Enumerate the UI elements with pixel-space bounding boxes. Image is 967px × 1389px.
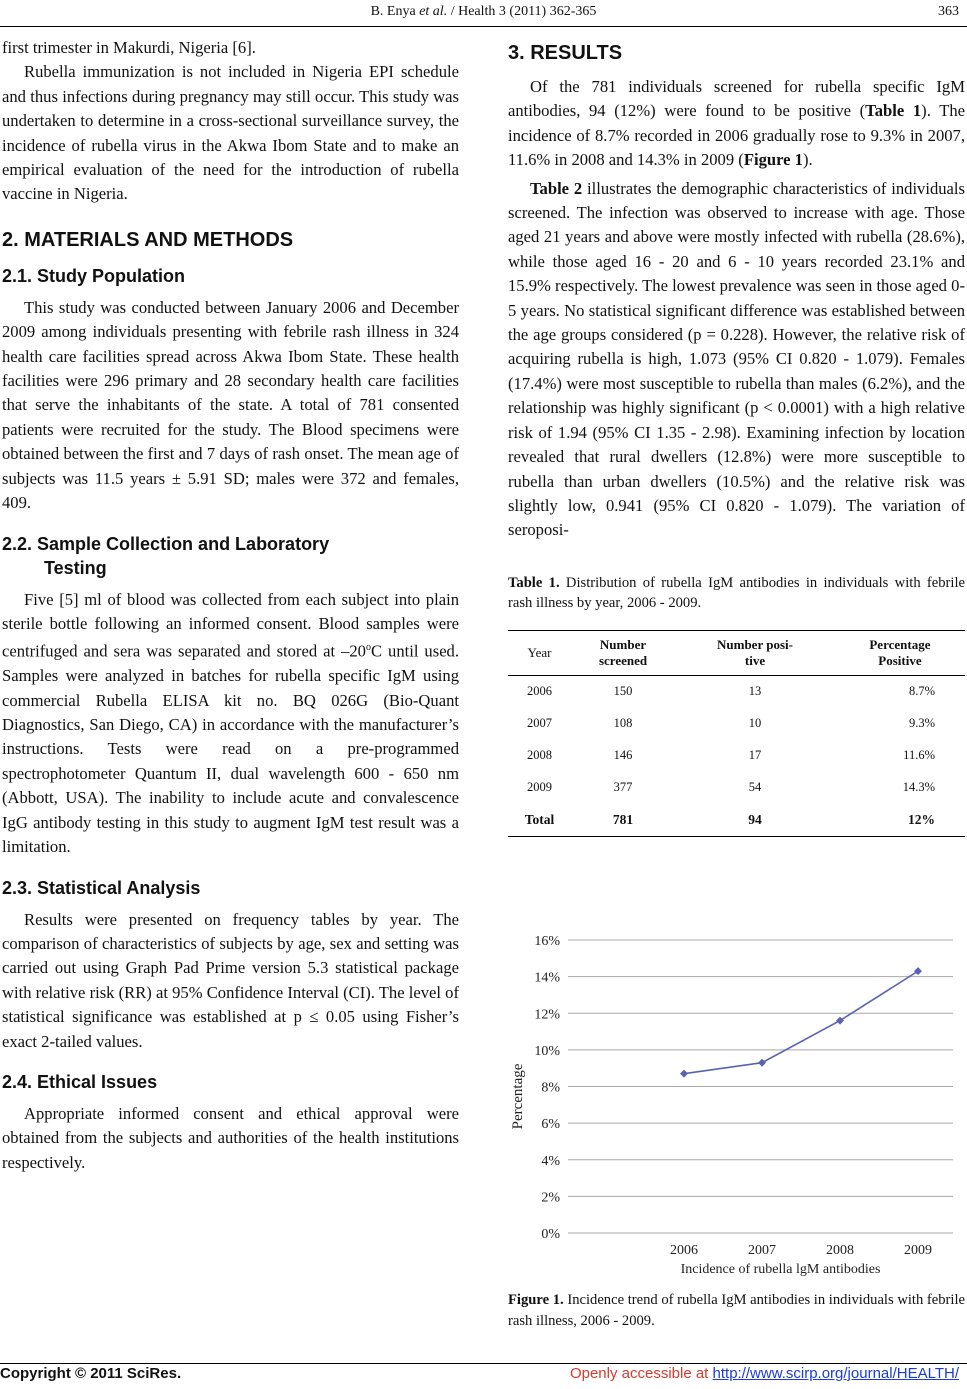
subsection-2-1-title: 2.1. Study Population [2, 265, 186, 286]
intro-paragraph: Rubella immunization is not included in Nigeria EPI schedule and thus infections during pregnancy may still occur. This study was undertaken to determine in a cross-sectional surveillance survey, the incidence of rubella virus in the Akwa Ibom State and to make an empirical evaluation of the need for the introduction of rubella vaccine in Nigeria. [2, 62, 459, 204]
y-tick-label: 10% [534, 1043, 560, 1059]
series-line [684, 971, 918, 1074]
x-tick-label: 2007 [748, 1243, 776, 1258]
left-column [2, 36, 459, 1175]
open-access-notice: Openly accessible at http://www.scirp.org/journal/HEALTH/ [569, 1365, 959, 1382]
header-rule [0, 26, 967, 27]
data-point [758, 1059, 766, 1067]
results-paragraph-1: Of the 781 individuals screened for rubella specific IgM antibodies, 94 (12%) were found to be positive (Table 1). The incidence of 8.7% recorded in 2006 gradually rose to 9.3% in 2007, 11.6% in 2008 and 14.3% in 2009 (Figure 1). [508, 77, 965, 170]
table-1-ref[interactable]: Table 1 [865, 101, 922, 121]
table-row: 2009 377 54 14.3% [526, 780, 935, 795]
subsection-2-4-text: Appropriate informed consent and ethical approval were obtained from the subjects and authorities of the health institutions respectively. [2, 1103, 459, 1172]
x-tick-label: 2006 [670, 1243, 698, 1258]
table-header-positive: Number posi- tive [717, 636, 793, 668]
footer-rule [0, 1363, 967, 1364]
table-header-year: Year [527, 644, 552, 660]
data-point [836, 1017, 844, 1025]
journal-link[interactable]: http://www.scirp.org/journal/HEALTH/ [712, 1365, 959, 1382]
data-point [914, 967, 922, 975]
subsection-2-2-text: Five [5] ml of blood was collected from each subject into plain sterile bottle following an informed consent. Blood samples were centrifuged and sera was separated and stored at –20$^o$C until used. Samples were analyzed in batches for rubella specific IgM using commercial Rubella ELISA kit no. BQ 026G (Bio-Quant Diagnostics, San Diego, CA) in accordance with the manufacturer’s instructions. Tests were read on a pre-programmed spectrophotometer Quantum II, dual wavelength 600 - 650 nm (Abbott, USA). The inability to include acute and convalescence IgG antibody testing in this study to augment IgM test result was a limitation. [2, 589, 460, 857]
copyright-notice: Copyright © 2011 SciRes. [0, 1365, 182, 1382]
figure-1-chart [508, 920, 965, 1280]
y-axis-label: Percentage [510, 1063, 526, 1130]
table-2-ref[interactable]: Table 2 [530, 178, 583, 198]
intro-paragraph-end: first trimester in Makurdi, Nigeria [6]. [2, 38, 256, 57]
subsection-2-3-text: Results were presented on frequency tables by year. The comparison of characteristics of subjects by age, sex and setting was carried out using Graph Pad Prime version 5.3 statistical package with relative risk (RR) at 95% Confidence Interval (CI). The level of statistical significance was established at p ≤ 0.05 using Fisher’s exact 2-tailed values. [2, 909, 459, 1051]
section-2-title: 2. MATERIALS AND METHODS [2, 228, 294, 251]
page-footer [0, 1363, 967, 1387]
page-number: 363 [938, 4, 959, 19]
x-axis-label: Incidence of rubella lgM antibodies [680, 1262, 881, 1277]
table-1 [508, 630, 965, 837]
y-tick-label: 12% [534, 1007, 560, 1023]
data-point [680, 1070, 688, 1078]
running-header [0, 4, 967, 24]
y-tick-label: 8% [541, 1080, 560, 1096]
y-tick-label: 4% [541, 1153, 560, 1169]
subsection-2-2-title: 2.2. Sample Collection and Laboratory Testing [2, 533, 330, 578]
subsection-2-1-text: This study was conducted between January 2006 and December 2009 among individuals presenting with febrile rash illness in 324 health care facilities spread across Akwa Ibom State. These health facilities were 296 primary and 28 secondary health care facilities that serve the inhabitants of the state. A total of 781 consented patients were recruited for the study. The Blood specimens were obtained between the first and 7 days of rash onset. The mean age of subjects was 11.5 years ± 5.91 SD; males were 372 and females, 409. [2, 297, 459, 513]
section-3-title: 3. RESULTS [508, 42, 623, 64]
running-title: B. Enya et al. / Health 3 (2011) 362-365 [370, 4, 597, 19]
subsection-2-4-title: 2.4. Ethical Issues [2, 1071, 158, 1092]
right-column [508, 36, 965, 837]
table-header-screened: Number screened [598, 636, 648, 668]
table-row: 2007 108 10 9.3% [526, 716, 935, 731]
figure-1-ref[interactable]: Figure 1 [743, 150, 803, 170]
table-header-row [508, 630, 965, 675]
table-header-percentage: Percentage Positive [869, 636, 931, 668]
y-tick-label: 2% [541, 1190, 560, 1206]
x-tick-label: 2009 [904, 1243, 932, 1258]
table-total-row: Total 781 94 12% [508, 804, 965, 837]
figure-1-caption: Figure 1. Incidence trend of rubella IgM antibodies in individuals with febrile rash illness, 2006 - 2009. [508, 1292, 966, 1329]
subsection-2-3-title: 2.3. Statistical Analysis [2, 877, 201, 898]
y-tick-label: 0% [541, 1227, 560, 1242]
results-paragraph-2: Table 2 illustrates the demographic characteristics of individuals screened. The infection was observed to increase with age. Those aged 21 years and above were mostly infected with rubella (28.6%), while those aged 16 - 20 and 6 - 10 years recorded 23.1% and 15.9% respectively. The lowest prevalence was seen in those aged 0-5 years. No statistical significant difference was established between the age groups considered (p = 0.228). However, the relative risk of acquiring rubella is high, 1.073 (95% CI 0.820 - 1.079). Females (17.4%) were most susceptible to rubella than males (6.2%), and the relationship was highly significant (p < 0.0001) with a high relative risk of 1.94 (95% CI 1.35 - 2.98). Examining infection by location revealed that rural dwellers (12.8%) were more susceptible to rubella than urban dwellers (10.5%) and the relative risk was slightly low, 0.941 (95% CI 0.820 - 1.079). The variation of seroposi- [508, 178, 965, 540]
y-tick-label: 16% [534, 934, 560, 949]
table-1-caption: Table 1. Distribution of rubella IgM antibodies in individuals with febrile rash illness by year, 2006 - 2009. [508, 574, 966, 611]
table-row: 2006 150 13 8.7% [526, 684, 935, 699]
table-row: 2008 146 17 11.6% [526, 748, 935, 763]
x-tick-label: 2008 [826, 1243, 854, 1258]
line-chart [508, 920, 965, 1280]
y-tick-label: 6% [541, 1117, 560, 1133]
y-tick-label: 14% [534, 970, 560, 986]
